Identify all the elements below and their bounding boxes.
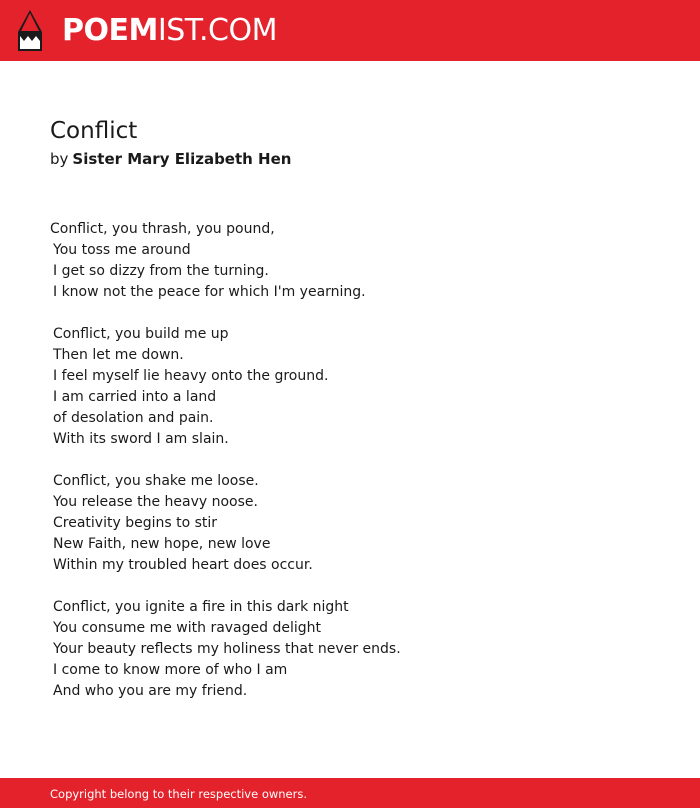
poem-line: Creativity begins to stir [53,515,218,531]
poem-line: Conflict, you build me up [53,326,229,342]
poem-line: I know not the peace for which I'm yearning. [53,284,366,300]
poem-line: And who you are my friend. [53,683,248,699]
logo-light-text: IST.COM [157,13,277,48]
poem-line: I come to know more of who I am [53,662,288,678]
stanza-gap [50,450,650,471]
site-header [0,0,700,61]
poem-line: Your beauty reflects my holiness that never ends. [53,641,401,657]
poem-line: Then let me down. [53,347,184,363]
poem-line: I feel myself lie heavy onto the ground. [53,368,329,384]
site-logo[interactable] [62,12,277,50]
poem-line: You consume me with ravaged delight [53,620,322,636]
poem-line: I am carried into a land [53,389,217,405]
logo-bold-text: POEM [62,13,158,48]
poem-line: Conflict, you thrash, you pound, [50,221,275,237]
stanza-gap [50,303,650,324]
site-footer [0,778,700,808]
pencil-logo-icon[interactable] [18,10,42,51]
poem-line: New Faith, new hope, new love [53,536,271,552]
byline [50,148,291,170]
copyright-text: Copyright belong to their respective owners. [50,787,308,801]
author-name: Sister Mary Elizabeth Hen [72,150,292,168]
stanza-gap [50,576,650,597]
poem-line: With its sword I am slain. [53,431,229,447]
poem-line: You release the heavy noose. [53,494,258,510]
poem-line: I get so dizzy from the turning. [53,263,269,279]
poem-title: Conflict [50,118,138,144]
poem-line: Conflict, you shake me loose. [53,473,259,489]
by-label: by [50,150,69,168]
poem-line: Within my troubled heart does occur. [53,557,313,573]
poem-body [50,219,650,702]
poem-line: You toss me around [53,242,191,258]
poem-line: Conflict, you ignite a fire in this dark night [53,599,349,615]
poem-line: of desolation and pain. [53,410,214,426]
